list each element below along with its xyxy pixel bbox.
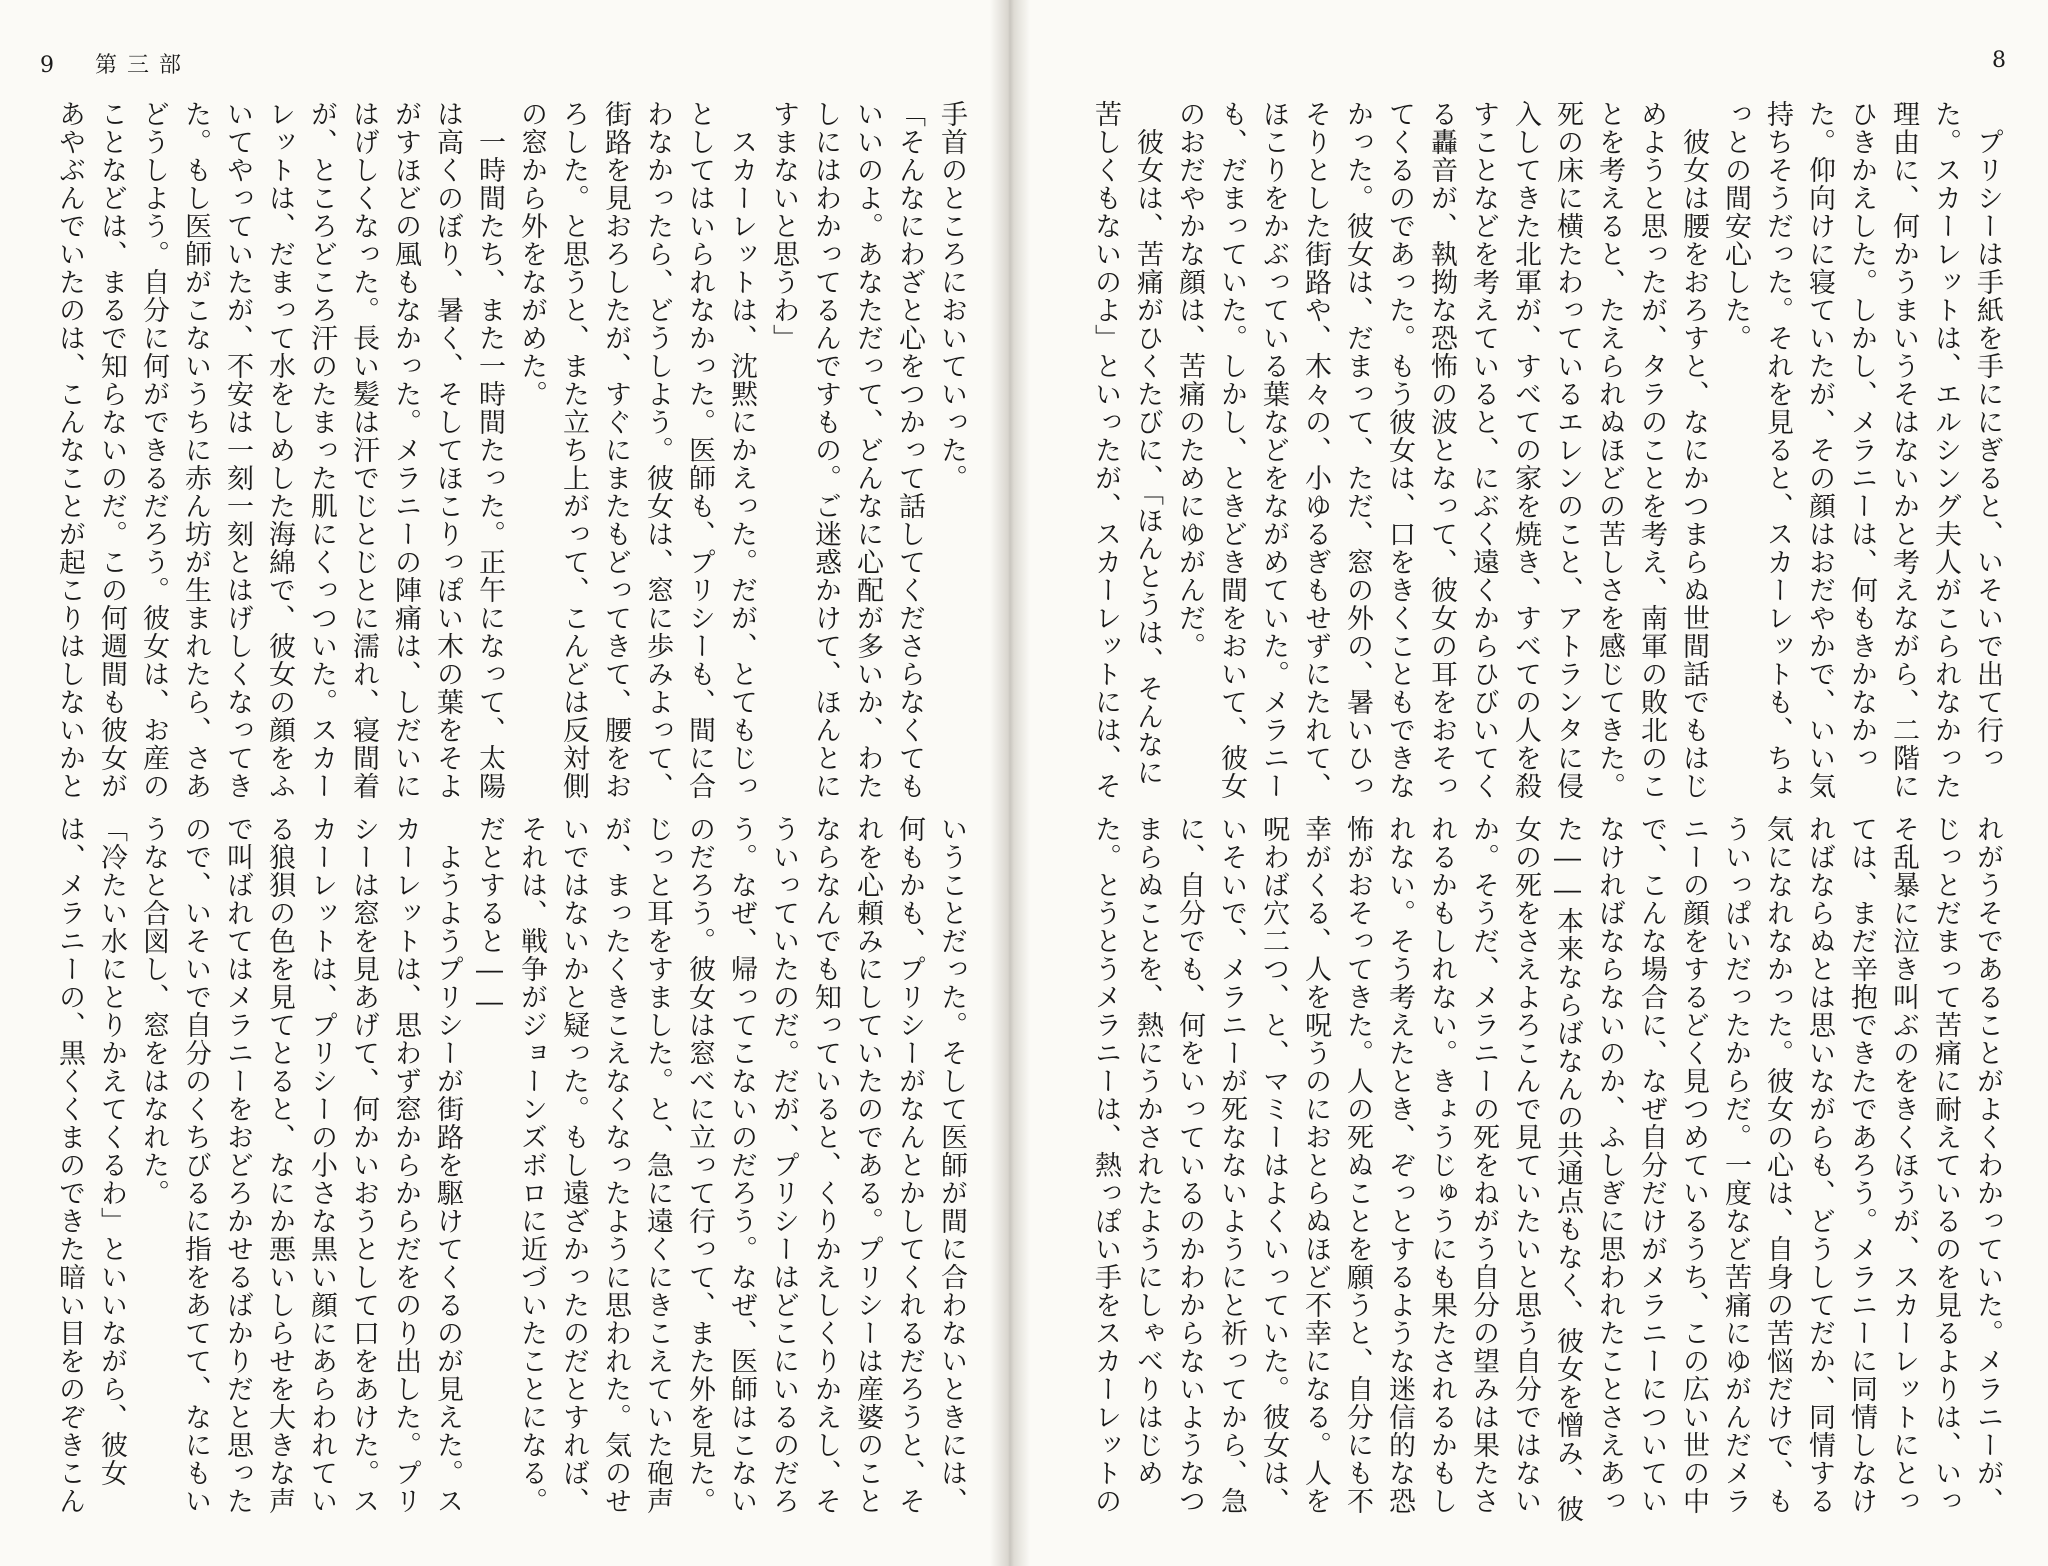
text-column: しにはわかってるんですもの。ご迷惑かけて、ほんとに	[810, 100, 841, 800]
text-column: ことなどは、まるで知らないのだ。この何週間も彼女が	[96, 100, 127, 800]
text-column: 何もかも、プリシーがなんとかしてくれるだろうと、そ	[894, 815, 925, 1515]
text-column: うなと合図し、窓をはなれた。	[138, 815, 169, 1207]
text-column: ならなんでも知っていると、くりかえしくりかえし、そ	[810, 815, 841, 1515]
text-column: 手首のところにおいていった。	[936, 100, 967, 492]
text-column: 入してきた北軍が、すべての家を焼き、すべての人を殺	[1510, 100, 1541, 800]
text-column: カーレットは、思わず窓からからだをのり出した。プリ	[390, 815, 421, 1515]
text-column: がすほどの風もなかった。メラニーの陣痛は、しだいに	[390, 100, 421, 800]
text-column: それは、戦争がジョーンズボロに近づいたことになる。	[516, 815, 547, 1515]
left-top-text-block	[48, 100, 972, 800]
text-column: スカーレットは、沈黙にかえった。だが、とてもじっ	[726, 100, 757, 800]
text-column: 一時間たち、また一時間たった。正午になって、太陽	[474, 100, 505, 800]
text-column: 「そんなにわざと心をつかって話してくださらなくても	[894, 100, 925, 800]
text-column: ようようプリシーが街路を駆けてくるのが見えた。ス	[432, 815, 463, 1515]
text-column: 彼女は腰をおろすと、なにかつまらぬ世間話でもはじ	[1678, 100, 1709, 800]
text-column: た――本来ならばなんの共通点もなく、彼女を憎み、彼	[1552, 815, 1583, 1523]
text-column: が、ところどころ汗のたまった肌にくっついた。スカー	[306, 100, 337, 800]
text-column: ので、いそいで自分のくちびるに指をあてて、なにもい	[180, 815, 211, 1515]
text-column: っとの間安心した。	[1720, 100, 1751, 352]
text-column: た。仰向けに寝ていたが、その顔はおだやかで、いい気	[1804, 100, 1835, 800]
text-column: た。スカーレットは、エルシング夫人がこられなかった	[1930, 100, 1961, 800]
text-column: どうしよう。自分に何ができるだろう。彼女は、お産の	[138, 100, 169, 800]
text-column: わなかったら、どうしよう。彼女は、窓に歩みよって、	[642, 100, 673, 800]
text-column: れがうそであることがよくわかっていた。メラニーが、	[1972, 815, 2003, 1515]
right-page-header	[1992, 48, 2008, 73]
text-column: う。なぜ、帰ってこないのだろう。なぜ、医師はこない	[726, 815, 757, 1515]
text-column: シーは窓を見あげて、何かいおうとして口をあけた。ス	[348, 815, 379, 1515]
text-column: 女の死をさえよろこんで見ていたいと思う自分ではない	[1510, 815, 1541, 1515]
text-column: の窓から外をながめた。	[516, 100, 547, 408]
text-column: で叫ばれてはメラニーをおどろかせるばかりだと思った	[222, 815, 253, 1515]
text-column: じっとだまって苦痛に耐えているのを見るよりは、いっ	[1930, 815, 1961, 1515]
text-column: る轟音が、執拗な恐怖の波となって、彼女の耳をおそっ	[1426, 100, 1457, 800]
text-column: はげしくなった。長い髪は汗でじとじとに濡れ、寝間着	[348, 100, 379, 800]
right-page	[1010, 0, 2048, 1566]
text-column: ればならぬとは思いながらも、どうしてだか、同情する	[1804, 815, 1835, 1515]
text-column: 苦しくもないのよ」といったが、スカーレットには、そ	[1090, 100, 1121, 800]
text-column: ては、まだ辛抱できたであろう。メラニーに同情しなけ	[1846, 815, 1877, 1515]
text-column: ほこりをかぶっている葉などをながめていた。メラニー	[1258, 100, 1289, 800]
text-column: 「冷たい水にとりかえてくるわ」といいながら、彼女	[96, 815, 127, 1487]
right-top-text-block	[1084, 100, 2008, 800]
text-column: が、まったくきこえなくなったように思われた。気のせ	[600, 815, 631, 1515]
text-column: 死の床に横たわっているエレンのこと、アトランタに侵	[1552, 100, 1583, 800]
text-column: いうことだった。そして医師が間に合わないときには、	[936, 815, 967, 1515]
text-column: 街路を見おろしたが、すぐにまたもどってきて、腰をお	[600, 100, 631, 800]
text-column: た。もし医師がこないうちに赤ん坊が生まれたら、さあ	[180, 100, 211, 800]
text-column: ういっていたのだ。だが、プリシーはどこにいるのだろ	[768, 815, 799, 1515]
text-column: プリシーは手紙を手ににぎると、いそいで出て行っ	[1972, 100, 2003, 772]
left-bottom-text-block	[48, 815, 972, 1515]
text-column: ういっぱいだったからだ。一度など苦痛にゆがんだメラ	[1720, 815, 1751, 1515]
text-column: いてやっていたが、不安は一刻一刻とはげしくなってき	[222, 100, 253, 800]
text-column: 呪わば穴二つ、と、マミーはよくいっていた。彼女は、	[1258, 815, 1289, 1515]
book-gutter	[990, 0, 1030, 1566]
text-column: で、こんな場合に、なぜ自分だけがメラニーについてい	[1636, 815, 1667, 1515]
text-column: のだろう。彼女は窓べに立って行って、また外を見た。	[684, 815, 715, 1515]
left-page	[0, 0, 1010, 1566]
text-column: れを心頼みにしていたのである。プリシーは産婆のこと	[852, 815, 883, 1515]
text-column: 幸がくる、人を呪うのにおとらぬほど不幸になる。人を	[1300, 815, 1331, 1515]
text-column: だとすると――	[474, 815, 505, 1019]
text-column: としてはいられなかった。医師も、プリシーも、間に合	[684, 100, 715, 800]
text-column: てくるのであった。もう彼女は、口をきくこともできな	[1384, 100, 1415, 800]
right-bottom-text-block	[1084, 815, 2008, 1523]
text-column: に、自分でも、何をいっているのかわからないようなつ	[1174, 815, 1205, 1515]
text-column: も、だまっていた。しかし、ときどき間をおいて、彼女	[1216, 100, 1247, 800]
text-column: 理由に、何かうまいうそはないかと考えながら、二階に	[1888, 100, 1919, 800]
text-column: のおだやかな顔は、苦痛のためにゆがんだ。	[1174, 100, 1205, 660]
text-column: すまないと思うわ」	[768, 100, 799, 352]
left-page-header	[40, 48, 191, 79]
text-column: 怖がおそってきた。人の死ぬことを願うと、自分にも不	[1342, 815, 1373, 1515]
text-column: めようと思ったが、タラのことを考え、南軍の敗北のこ	[1636, 100, 1667, 800]
text-column: た。とうとうメラニーは、熱っぽい手をスカーレットの	[1090, 815, 1121, 1515]
text-column: じっと耳をすました。と、急に遠くにきこえていた砲声	[642, 815, 673, 1515]
text-column: カーレットは、プリシーの小さな黒い顔にあらわれてい	[306, 815, 337, 1515]
text-column: 彼女は、苦痛がひくたびに、「ほんとうは、そんなに	[1132, 100, 1163, 787]
part-title: 第三部	[95, 53, 192, 78]
right-page-number: 8	[1992, 48, 2008, 73]
text-column: ひきかえした。しかし、メラニーは、何もきかなかっ	[1846, 100, 1877, 772]
text-column: なければならないのか、ふしぎに思われたことさえあっ	[1594, 815, 1625, 1515]
text-column: あやぶんでいたのは、こんなことが起こりはしないかと	[54, 100, 85, 800]
text-column: れるかもしれない。きょうじゅうにも果たされるかもし	[1426, 815, 1457, 1515]
text-column: そりとした街路や、木々の、小ゆるぎもせずにたれて、	[1300, 100, 1331, 800]
text-column: れない。そう考えたとき、ぞっとするような迷信的な恐	[1384, 815, 1415, 1515]
text-column: いではないかと疑った。もし遠ざかったのだとすれば、	[558, 815, 589, 1515]
text-column: まらぬことを、熱にうかされたようにしゃべりはじめ	[1132, 815, 1163, 1487]
text-column: は、メラニーの、黒くくまのできた暗い目をのぞきこん	[54, 815, 85, 1515]
text-column: ろした。と思うと、また立ち上がって、こんどは反対側	[558, 100, 589, 800]
text-column: る狼狽の色を見てとると、なにか悪いしらせを大きな声	[264, 815, 295, 1515]
text-column: かった。彼女は、だまって、ただ、窓の外の、暑いひっ	[1342, 100, 1373, 800]
text-column: いそいで、メラニーが死なないようにと祈ってから、急	[1216, 815, 1247, 1515]
text-column: は高くのぼり、暑く、そしてほこりっぽい木の葉をそよ	[432, 100, 463, 800]
text-column: とを考えると、たえられぬほどの苦しさを感じてきた。	[1594, 100, 1625, 800]
text-column: すことなどを考えていると、にぶく遠くからひびいてく	[1468, 100, 1499, 800]
text-column: ニーの顔をするどく見つめているうち、この広い世の中	[1678, 815, 1709, 1515]
text-column: 持ちそうだった。それを見ると、スカーレットも、ちょ	[1762, 100, 1793, 800]
text-column: レットは、だまって水をしめした海綿で、彼女の顔をふ	[264, 100, 295, 800]
left-page-number: 9	[40, 53, 56, 78]
text-column: か。そうだ、メラニーの死をねがう自分の望みは果たさ	[1468, 815, 1499, 1515]
text-column: 気になれなかった。彼女の心は、自身の苦悩だけで、も	[1762, 815, 1793, 1515]
text-column: そ乱暴に泣き叫ぶのをきくほうが、スカーレットにとっ	[1888, 815, 1919, 1515]
text-column: いいのよ。あなただって、どんなに心配が多いか、わた	[852, 100, 883, 800]
